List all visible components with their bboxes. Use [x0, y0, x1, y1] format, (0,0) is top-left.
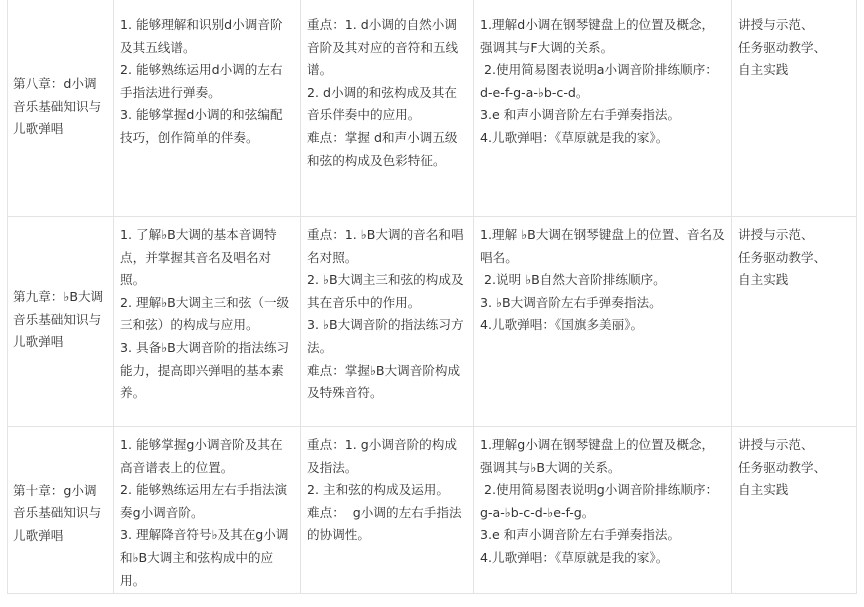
methods-cell	[732, 224, 857, 292]
content-item: 1.理解g小调在钢琴键盘上的位置及概念，强调其与♭B大调的关系。	[480, 437, 715, 475]
content-item: 3.e 和声小调音阶左右手弹奏指法。	[480, 107, 681, 123]
chapter-title: 第十章：g小调音乐基础知识与儿歌弹唱	[13, 482, 102, 543]
content-item: 4.儿歌弹唱：《草原就是我的家》。	[480, 549, 669, 565]
key-point-item: 2. d小调的和弦构成及其在音乐伴奏中的应用。	[307, 84, 457, 123]
key-point-item: 2. ♭B大调主三和弦的构成及其在音乐中的作用。	[307, 272, 464, 310]
row-divider	[7, 216, 857, 217]
table-row	[7, 14, 857, 216]
methods-cell	[732, 434, 857, 502]
method-item: 自主实践	[738, 62, 789, 78]
key-point-item: 重点：1. ♭B大调的音名和唱名对照。	[307, 227, 464, 265]
objective-item: 3. 理解降音符号♭及其在g小调和♭B大调主和弦构成中的应用。	[120, 527, 289, 588]
objective-item: 3. 具备♭B大调音阶的指法练习能力，提高即兴弹唱的基本素养。	[120, 339, 290, 401]
objective-item: 3. 能够掌握d小调的和弦编配技巧，创作简单的伴奏。	[120, 107, 283, 145]
objectives-cell	[114, 434, 300, 592]
key-point-item: 难点：掌握 d和声小调五级和弦的构成及色彩特征。	[307, 129, 458, 168]
content-item: 3. ♭B大调音阶左右手弹奏指法。	[480, 294, 662, 310]
method-item: 讲授与示范、	[738, 17, 814, 32]
content-item: 2.使用简易图表说明g小调音阶排练顺序：g-a-♭b-c-d-♭e-f-g。	[480, 482, 719, 520]
key-point-item: 难点：掌握♭B大调音阶构成及特殊音符。	[307, 362, 461, 401]
content-item: 4.儿歌弹唱：《草原就是我的家》。	[480, 129, 669, 145]
objective-item: 2. 能够熟练运用d小调的左右手指法进行弹奏。	[120, 62, 283, 100]
methods-cell	[732, 14, 857, 82]
chapter-title: 第八章：d小调音乐基础知识与儿歌弹唱	[13, 76, 102, 137]
objective-item: 2. 理解♭B大调主三和弦（一级三和弦）的构成与应用。	[120, 294, 290, 333]
table-row	[7, 224, 857, 426]
content-item: 4.儿歌弹唱：《国旗多美丽》。	[480, 317, 644, 333]
content-cell	[474, 14, 731, 150]
objective-item: 1. 能够掌握g小调音阶及其在高音谱表上的位置。	[120, 437, 283, 475]
content-cell	[474, 224, 731, 337]
content-cell	[474, 434, 731, 570]
method-item: 讲授与示范、	[738, 437, 814, 452]
method-item: 自主实践	[738, 272, 789, 288]
table-border-bottom	[7, 593, 857, 594]
content-item: 2.使用简易图表说明a小调音阶排练顺序：d-e-f-g-a-♭b-c-d。	[480, 62, 718, 100]
objectives-cell	[114, 14, 300, 150]
method-item: 任务驱动教学、	[738, 459, 827, 475]
key-point-item: 重点：1. g小调音阶的构成及指法。	[307, 437, 457, 475]
objective-item: 1. 能够理解和识别d小调音阶及其五线谱。	[120, 17, 283, 55]
method-item: 自主实践	[738, 482, 789, 498]
content-item: 3.e 和声小调音阶左右手弹奏指法。	[480, 527, 681, 543]
key-points-cell	[301, 14, 473, 172]
key-point-item: 2. 主和弦的构成及运用。	[307, 482, 449, 498]
chapter-cell	[7, 14, 113, 216]
method-item: 任务驱动教学、	[738, 249, 827, 265]
key-point-item: 难点： g小调的左右手指法的协调性。	[307, 504, 462, 543]
chapter-cell	[7, 434, 113, 593]
content-item: 1.理解 ♭B大调在钢琴键盘上的位置、音名及唱名。	[480, 227, 725, 265]
key-point-item: 3. ♭B大调音阶的指法练习方法。	[307, 317, 464, 355]
objectives-cell	[114, 224, 300, 405]
method-item: 讲授与示范、	[738, 227, 814, 242]
content-item: 2.说明 ♭B自然大音阶排练顺序。	[480, 272, 666, 288]
chapter-title: 第九章：♭B大调音乐基础知识与儿歌弹唱	[13, 289, 104, 350]
row-divider	[7, 426, 857, 427]
chapter-cell	[7, 224, 113, 426]
key-points-cell	[301, 224, 473, 405]
objective-item: 1. 了解♭B大调的基本音调特点，并掌握其音名及唱名对照。	[120, 227, 277, 288]
key-points-cell	[301, 434, 473, 547]
method-item: 任务驱动教学、	[738, 39, 827, 55]
key-point-item: 重点：1. d小调的自然小调音阶及其对应的音符和五线谱。	[307, 17, 459, 78]
content-item: 1.理解d小调在钢琴键盘上的位置及概念，强调其与F大调的关系。	[480, 17, 715, 55]
objective-item: 2. 能够熟练运用左右手指法演奏g小调音阶。	[120, 482, 288, 520]
table-row	[7, 434, 857, 593]
